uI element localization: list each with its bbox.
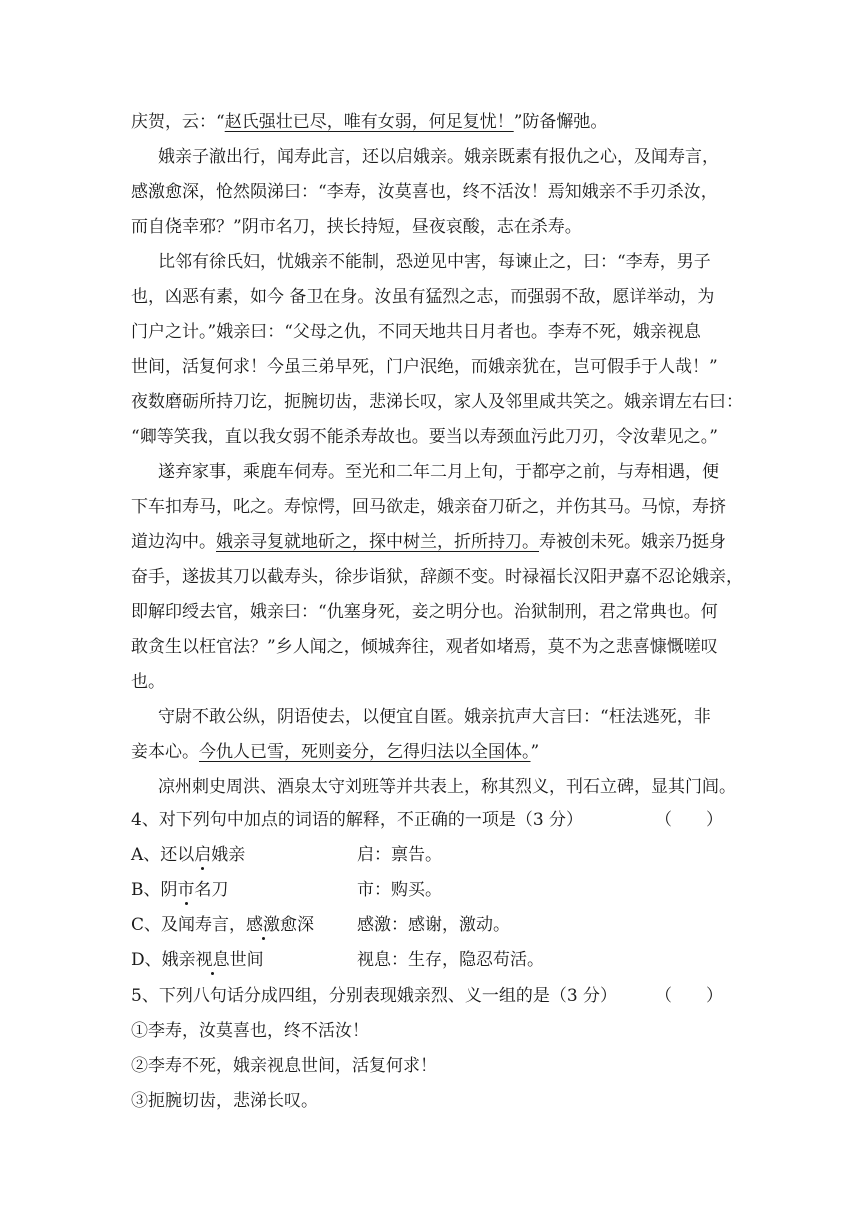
text-span: 世间 [229, 950, 264, 970]
text-line: 守尉不敢公纵，阴语使去，以便宜自匿。娥亲抗声大言曰：“枉法逃死，非 [158, 707, 711, 727]
text-span: 娥亲 [211, 845, 246, 865]
text-line: 比邻有徐氏妇，忧娥亲不能制，恐逆见中害，每谏止之，曰：“李寿，男子 [158, 252, 711, 272]
option-definition: 市：购买。 [357, 880, 442, 900]
text-line: 而自侥幸邪？”阴市名刀，挟长持短，昼夜哀酸，志在杀寿。 [131, 217, 582, 237]
option-definition: 感激：感谢，激动。 [357, 915, 510, 935]
list-item: ②李寿不死，娥亲视息世间，活复何求！ [131, 1056, 437, 1076]
text-span: C、及闻寿言， [131, 915, 247, 935]
list-item: ①李寿，汝莫喜也，终不活汝！ [131, 1021, 369, 1041]
text-line [131, 112, 607, 132]
text-line: “卿等笑我，直以我女弱不能杀寿故也。要当以寿颈血污此刀刃，令汝辈见之。” [131, 427, 718, 447]
text-span: A、还以 [131, 845, 195, 865]
text-line: 凉州刺史周洪、酒泉太守刘班等并共表上，称其烈义，刊石立碑，显其门闾。 [158, 777, 736, 797]
underlined-text: 赵氏强壮已尽，唯有女弱，何足复忧！ [224, 112, 514, 132]
text-span: ”防备懈弛。 [513, 112, 608, 132]
text-line: 敢贪生以枉官法？”乡人闻之，倾城奔往，观者如堵焉，莫不为之悲喜慷慨嗟叹 [131, 637, 718, 657]
underlined-text: 娥亲寻复就地斫之，探中树兰，折所持刀。 [216, 532, 539, 552]
text-line [131, 532, 726, 552]
dotted-word: 感激 [246, 915, 281, 935]
option-text [131, 915, 314, 935]
text-span: D、娥亲 [131, 950, 196, 970]
text-line: 遂弃家事，乘鹿车伺寿。至光和二年二月上旬，于都亭之前，与寿相遇，便 [158, 462, 719, 482]
question-4-stem: 4、对下列句中加点的词语的解释，不正确的一项是（3 分） [131, 810, 584, 830]
text-span: 愈深 [280, 915, 315, 935]
text-line: 奋手，遂拔其刀以截寿头，徐步诣狱，辞颜不变。时禄福长汉阳尹嘉不忍论娥亲， [131, 567, 743, 587]
option-text [131, 880, 229, 900]
text-line: 即解印绶去官，娥亲曰：“仇塞身死，妾之明分也。治狱制刑，君之常典也。何 [131, 602, 718, 622]
text-line [131, 742, 539, 762]
text-line: 门户之计。”娥亲曰：“父母之仇，不同天地共日月者也。李寿不死，娥亲视息 [131, 322, 701, 342]
text-line: 夜数磨砺所持刀讫，扼腕切齿，悲涕长叹，家人及邻里咸共笑之。娥亲谓左右曰： [131, 392, 743, 412]
text-line: 娥亲子澈出行，闻寿此言，还以启娥亲。娥亲既素有报仇之心，及闻寿言， [158, 147, 719, 167]
text-line: 也。 [131, 672, 165, 692]
text-line: 也，凶恶有素，如今 备卫在身。汝虽有猛烈之志，而强弱不敌，愿详举动，为 [131, 287, 715, 307]
text-span: 寿被创未死。娥亲乃挺身 [539, 532, 726, 552]
text-span: 庆贺，云：“ [131, 112, 225, 132]
text-span: ” [530, 742, 540, 762]
text-span: B、阴 [131, 880, 178, 900]
underlined-text: 今仇人已雪，死则妾分，乞得归法以全国体。 [199, 742, 531, 762]
option-definition: 视息：生存，隐忍苟活。 [357, 950, 544, 970]
question-5-stem: 5、下列八句话分成四组，分别表现娥亲烈、义一组的是（3 分） [131, 986, 618, 1006]
list-item: ③扼腕切齿，悲涕长叹。 [131, 1091, 318, 1111]
text-span: 妾本心。 [131, 742, 199, 762]
dotted-word: 启 [194, 845, 212, 865]
text-line: 世间，活复何求！今虽三弟早死，门户泯绝，而娥亲犹在，岂可假手于人哉！” [131, 357, 718, 377]
option-text [131, 845, 245, 865]
answer-blank: （ ） [655, 986, 723, 1006]
option-text [131, 950, 264, 970]
answer-blank: （ ） [655, 810, 723, 830]
text-line: 下车扣寿马，叱之。寿惊愕，回马欲走，娥亲奋刀斫之，并伤其马。马惊，寿挤 [131, 497, 726, 517]
text-line: 感激愈深，怆然陨涕曰：“李寿，汝莫喜也，终不活汝！焉知娥亲不手刃杀汝， [131, 182, 718, 202]
dotted-word: 市 [177, 880, 195, 900]
text-span: 道边沟中。 [131, 532, 216, 552]
dotted-word: 视息 [195, 950, 230, 970]
option-definition: 启：禀告。 [357, 845, 442, 865]
text-span: 名刀 [194, 880, 229, 900]
